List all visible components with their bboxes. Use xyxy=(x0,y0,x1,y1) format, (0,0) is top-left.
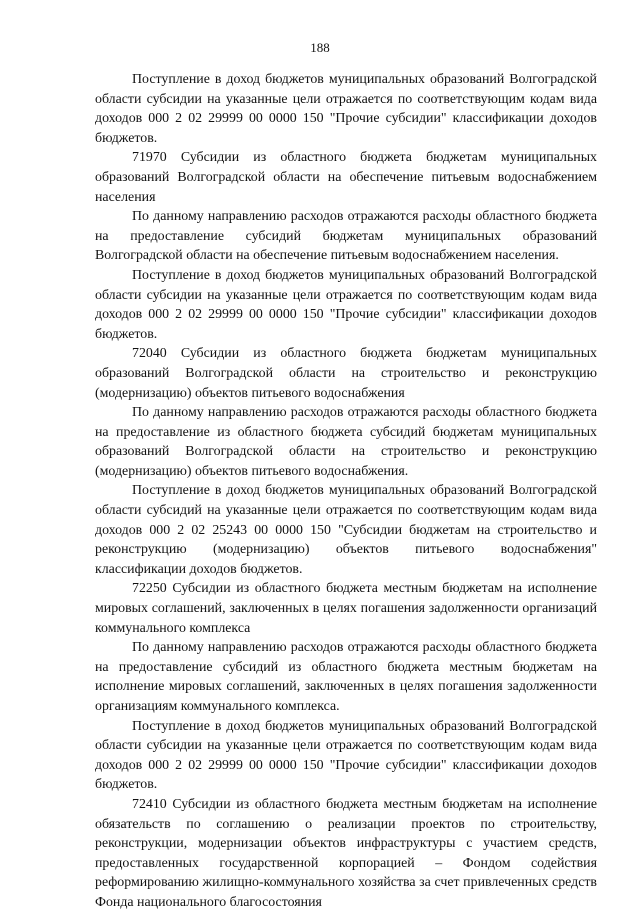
paragraph-code-71970: 71970 Субсидии из областного бюджета бюджетам муниципальных образований Волгоградской области на обеспечение питьевым водоснабжением населения xyxy=(95,150,597,205)
paragraph-code-72410: 72410 Субсидии из областного бюджета местным бюджетам на исполнение обязательств по соглашению о реализации проектов по строительству, реконструкции, модернизации объектов инфраструктуры с участием средств, предоставленных государственной корпорацией – Фондом содействия реформированию жилищно-коммунального хозяйства за счет привлеченных средств Фонда национального благосостояния xyxy=(95,796,597,910)
document-body xyxy=(95,70,597,913)
paragraph-expense-71970: По данному направлению расходов отражаются расходы областного бюджета на предоставление субсидий бюджетам муниципальных образований Волгоградской области на обеспечение питьевым водоснабжением населения. xyxy=(95,209,597,264)
paragraph-code-72040: 72040 Субсидии из областного бюджета бюджетам муниципальных образований Волгоградской области на строительство и реконструкцию (модернизацию) объектов питьевого водоснабжения xyxy=(95,346,597,401)
paragraph-revenue-72040: Поступление в доход бюджетов муниципальных образований Волгоградской области субсидий на указанные цели отражается по соответствующим кодам вида доходов 000 2 02 25243 00 0000 150 "Субсидии бюджетам на строительство и реконструкцию (модернизацию) объектов питьевого водоснабжения" классификации доходов бюджетов. xyxy=(95,483,597,577)
paragraph-revenue-72250: Поступление в доход бюджетов муниципальных образований Волгоградской области субсидии на указанные цели отражается по соответствующим кодам вида доходов 000 2 02 29999 00 0000 150 "Прочие субсидии" классификации доходов бюджетов. xyxy=(95,718,597,793)
paragraph-expense-72040: По данному направлению расходов отражаются расходы областного бюджета на предоставление из областного бюджета субсидий бюджетам муниципальных образований Волгоградской области на строительство и реконструкцию (модернизацию) объектов питьевого водоснабжения. xyxy=(95,405,597,479)
paragraph-code-72250: 72250 Субсидии из областного бюджета местным бюджетам на исполнение мировых соглашений, заключенных в целях погашения задолженности организаций коммунального комплекса xyxy=(95,581,597,636)
paragraph-revenue-71970: Поступление в доход бюджетов муниципальных образований Волгоградской области субсидии на указанные цели отражается по соответствующим кодам вида доходов 000 2 02 29999 00 0000 150 "Прочие субсидии" классификации доходов бюджетов. xyxy=(95,267,597,342)
page-number: 188 xyxy=(310,40,330,55)
paragraph-revenue-1: Поступление в доход бюджетов муниципальных образований Волгоградской области субсидии на указанные цели отражается по соответствующим кодам вида доходов 000 2 02 29999 00 0000 150 "Прочие субсидии" классификации доходов бюджетов. xyxy=(95,72,597,146)
paragraph-expense-72250: По данному направлению расходов отражаются расходы областного бюджета на предоставление субсидий из областного бюджета местным бюджетам на исполнение мировых соглашений, заключенных в целях погашения задолженности организациям коммунального комплекса. xyxy=(95,640,597,714)
